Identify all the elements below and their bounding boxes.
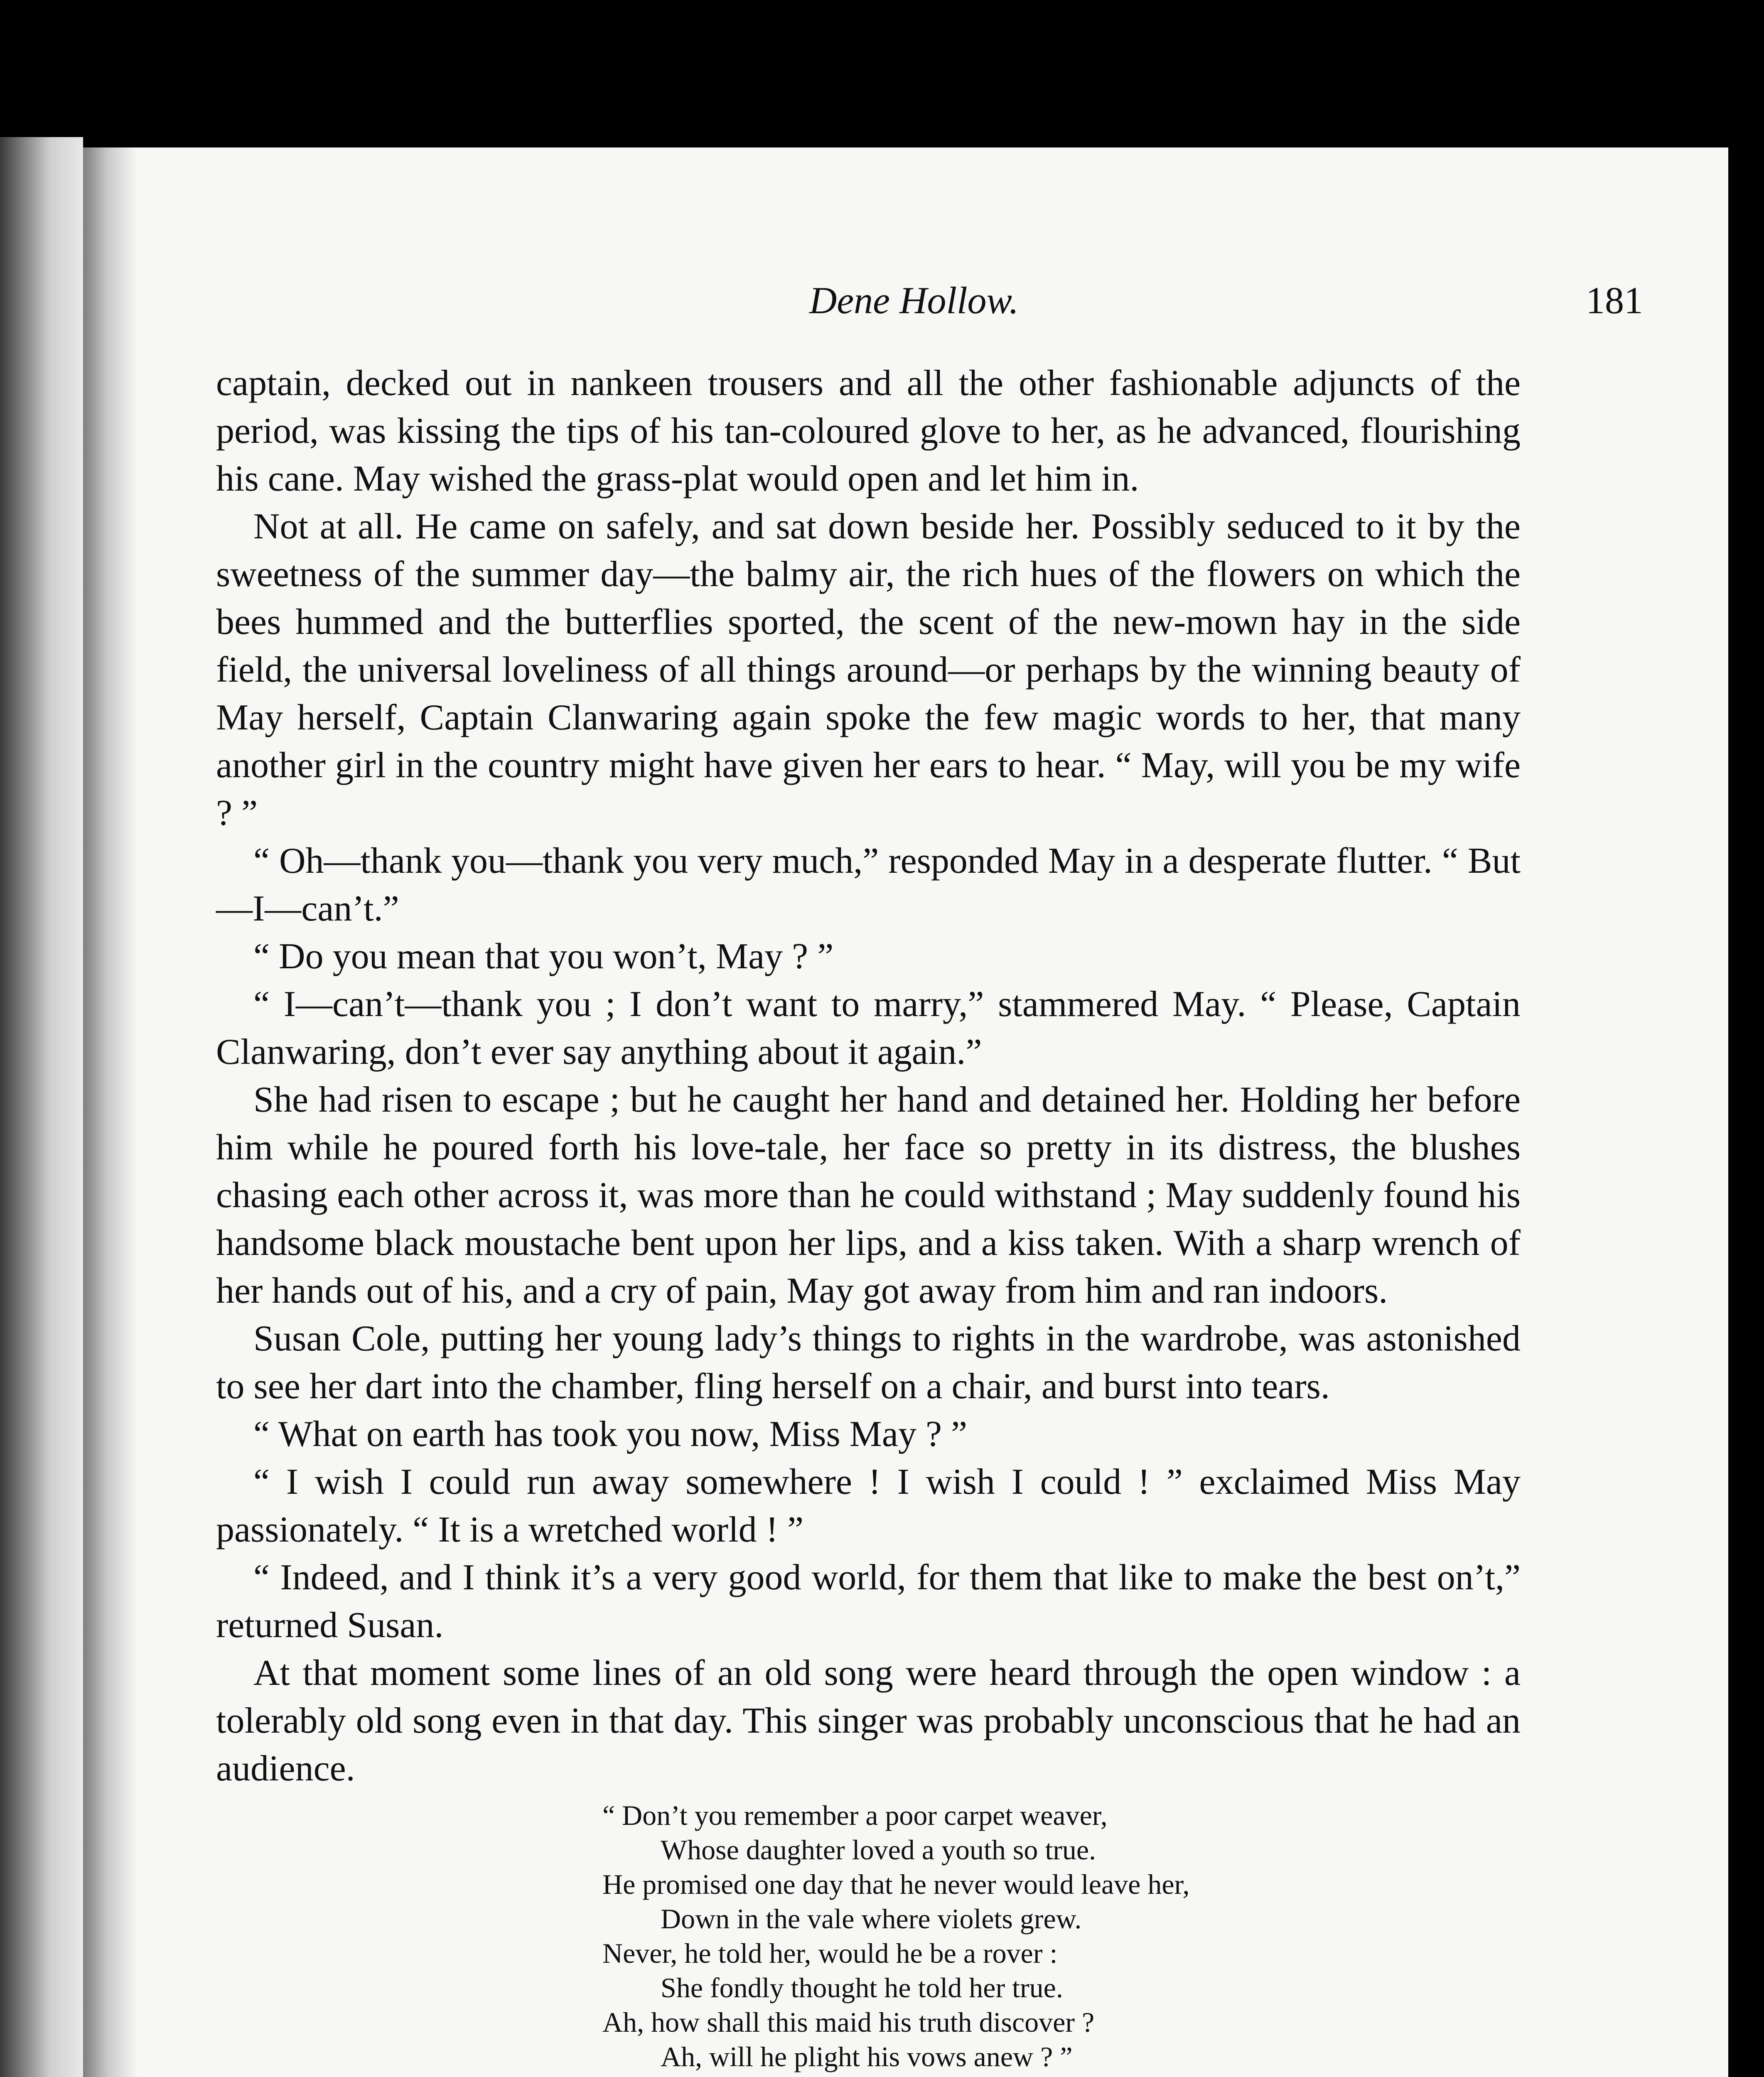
verse-line: Ah, how shall this maid his truth discover ? [602,2006,1095,2038]
verse-line: Whose daughter loved a youth so true. [661,1834,1096,1866]
verse-line: Ah, will he plight his vows anew ? ” [661,2041,1073,2072]
paragraph: “ Do you mean that you won’t, May ? ” [253,936,834,977]
gutter-shadow [83,147,137,2077]
verse-line: Never, he told her, would he be a rover : [602,1937,1058,1969]
verse-line: She fondly thought he told her true. [661,1972,1063,2003]
book-page [83,147,1728,2077]
paragraph: “ I—can’t—thank you ; I don’t want to marry,” stammered May. “ Please, Captain Clanwaring, don’t ever say anything about it again.” [216,984,1521,1072]
verse-line: He promised one day that he never would leave her, [602,1868,1190,1900]
paragraph: She had risen to escape ; but he caught her hand and detained her. Holding her before him while he poured forth his love-tale, her face so pretty in its distress, the blushes chasing each other across it, was more than he could withstand ; May suddenly found his handsome black moustache bent upon her lips, and a kiss taken. With a sharp wrench of her hands out of his, and a cry of pain, May got away from him and ran indoors. [216,1080,1521,1311]
paragraph: “ Oh—thank you—thank you very much,” responded May in a desperate flutter. “ But—I—can’t.” [216,841,1521,929]
paragraph: “ What on earth has took you now, Miss May ? ” [253,1414,968,1454]
song-verse [216,1798,1521,2074]
paragraph: captain, decked out in nankeen trousers and all the other fashionable adjuncts of the period, was kissing the tips of his tan-coloured glove to her, as he advanced, flourishing his cane. May wished the grass-plat would open and let him in. [216,363,1521,499]
running-head: Dene Hollow. [809,279,1019,322]
paragraph: “ I wish I could run away somewhere ! I wish I could ! ” exclaimed Miss May passionately. “ It is a wretched world ! ” [216,1462,1521,1550]
page-number: 181 [1586,279,1643,322]
adjacent-page-edge [0,137,83,2077]
verse-line: Down in the vale where violets grew. [661,1903,1082,1935]
verse-line: “ Don’t you remember a poor carpet weaver, [602,1800,1108,1831]
paragraph: Not at all. He came on safely, and sat down beside her. Possibly seduced to it by the sweetness of the summer day—the balmy air, the rich hues of the flowers on which the bees hummed and the butterflies sported, the scent of the new-mown hay in the side field, the universal loveliness of all things around—or perhaps by the winning beauty of May herself, Captain Clanwaring again spoke the few magic words to her, that many another girl in the country might have given her ears to hear. “ May, will you be my wife ? ” [216,506,1521,833]
paragraph: “ Indeed, and I think it’s a very good world, for them that like to make the best on’t,” returned Susan. [216,1557,1521,1645]
body-text [216,359,1521,2077]
paragraph: At that moment some lines of an old song were heard through the open window : a tolerably old song even in that day. This singer was probably unconscious that he had an audience. [216,1653,1521,1789]
paragraph: Susan Cole, putting her young lady’s things to rights in the wardrobe, was astonished to see her dart into the chamber, fling herself on a chair, and burst into tears. [216,1318,1521,1407]
